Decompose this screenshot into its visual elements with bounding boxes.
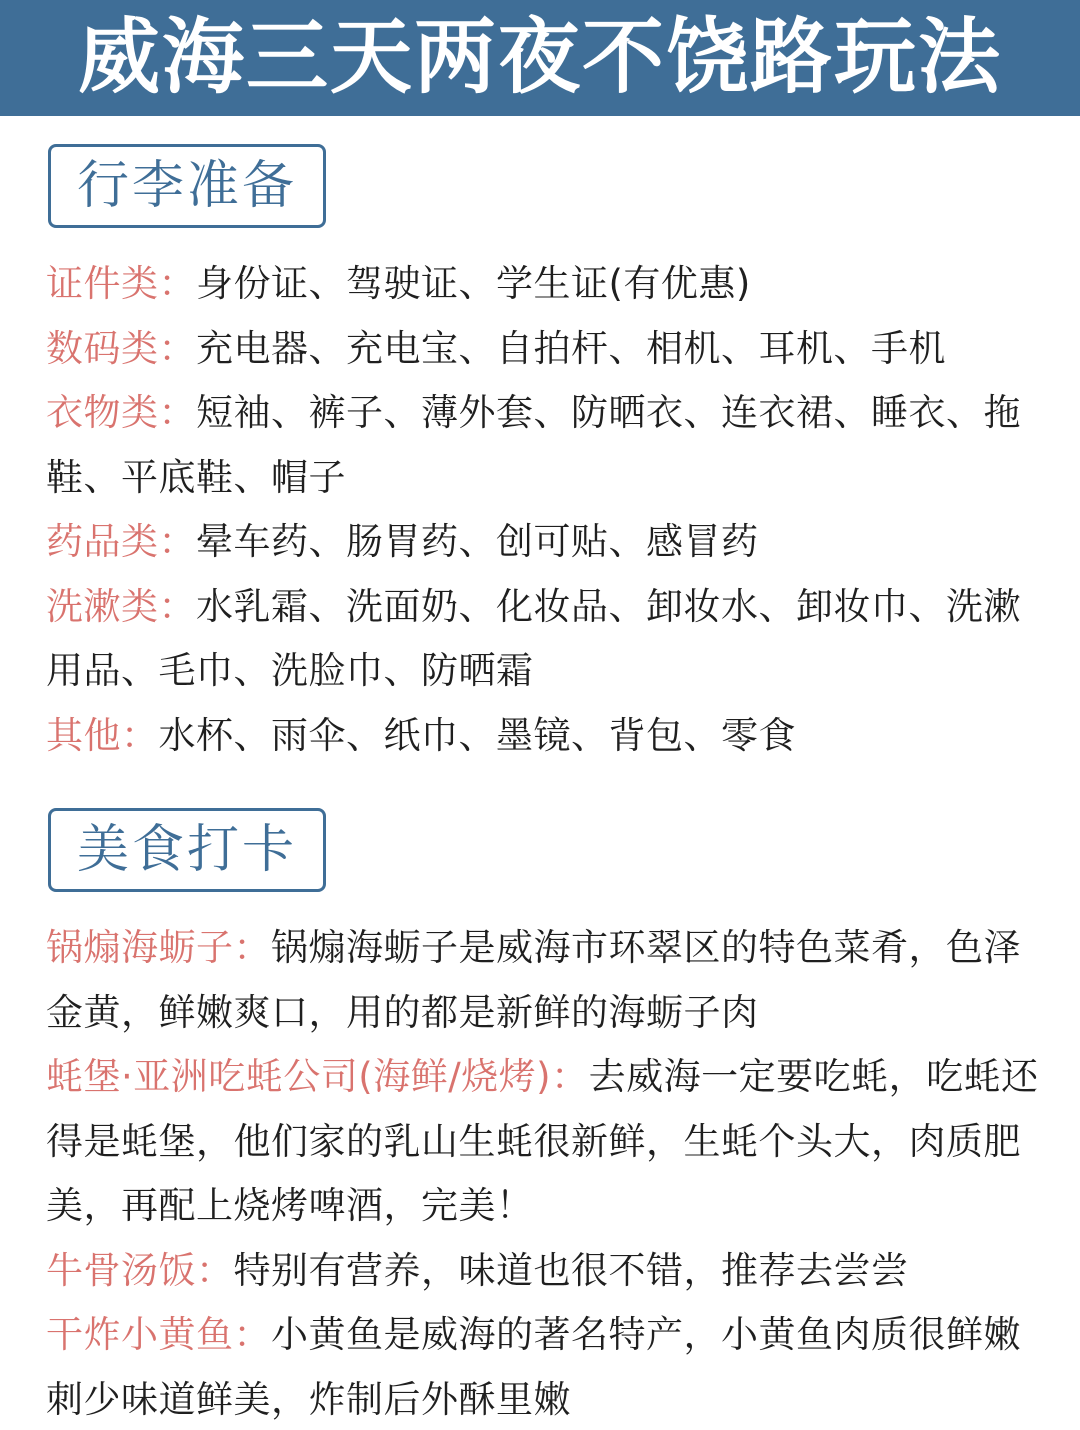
item-label: 证件类： <box>46 262 196 305</box>
list-item <box>46 317 1040 382</box>
item-label: 锅煽海蛎子： <box>46 926 271 969</box>
item-label: 其他： <box>46 713 159 757</box>
list-item <box>46 381 1040 510</box>
item-text: 充电器、充电宝、自拍杆、相机、耳机、手机 <box>196 326 946 370</box>
item-text: 晕车药、肠胃药、创可贴、感冒药 <box>196 520 759 563</box>
item-text: 身份证、驾驶证、学生证(有优惠) <box>196 262 751 305</box>
section-heading: 美食打卡 <box>48 808 326 892</box>
list-item <box>46 252 1040 317</box>
list-item <box>46 575 1040 704</box>
list-item <box>46 510 1040 575</box>
item-label: 衣物类： <box>46 391 196 434</box>
section-food <box>46 808 1040 1430</box>
list-item <box>46 704 1040 769</box>
list-item <box>46 1045 1040 1239</box>
section-luggage <box>46 144 1040 768</box>
item-text: 短袖、裤子、薄外套、防晒衣、连衣裙、睡衣、拖鞋、平底鞋、帽子 <box>46 391 1021 499</box>
page-title: 威海三天两夜不饶路玩法 <box>77 10 1002 105</box>
item-label: 蚝堡·亚洲吃蚝公司(海鲜/烧烤)： <box>46 1055 589 1098</box>
content <box>0 144 1080 1430</box>
item-text: 水杯、雨伞、纸巾、墨镜、背包、零食 <box>158 713 796 757</box>
item-text: 小黄鱼是威海的著名特产，小黄鱼肉质很鲜嫩刺少味道鲜美，炸制后外酥里嫩 <box>46 1313 1021 1421</box>
item-text: 锅煽海蛎子是威海市环翠区的特色菜肴，色泽金黄，鲜嫩爽口，用的都是新鲜的海蛎子肉 <box>46 926 1021 1034</box>
item-label: 洗漱类： <box>46 584 196 628</box>
item-text: 去威海一定要吃蚝，吃蚝还得是蚝堡，他们家的乳山生蚝很新鲜，生蚝个头大，肉质肥美，再配上烧烤啤酒，完美！ <box>46 1055 1039 1227</box>
item-label: 牛骨汤饭： <box>46 1248 234 1292</box>
list-item <box>46 916 1040 1045</box>
item-text: 水乳霜、洗面奶、化妆品、卸妆水、卸妆巾、洗漱用品、毛巾、洗脸巾、防晒霜 <box>46 584 1021 692</box>
list-item <box>46 1303 1040 1430</box>
item-text: 特别有营养，味道也很不错，推荐去尝尝 <box>233 1248 909 1292</box>
item-label: 数码类： <box>46 326 196 370</box>
item-list <box>46 252 1040 768</box>
item-label: 干炸小黄鱼： <box>46 1313 271 1356</box>
item-list <box>46 916 1040 1430</box>
list-item <box>46 1239 1040 1304</box>
title-banner <box>0 0 1080 116</box>
section-heading: 行李准备 <box>48 144 326 228</box>
item-label: 药品类： <box>46 520 196 563</box>
